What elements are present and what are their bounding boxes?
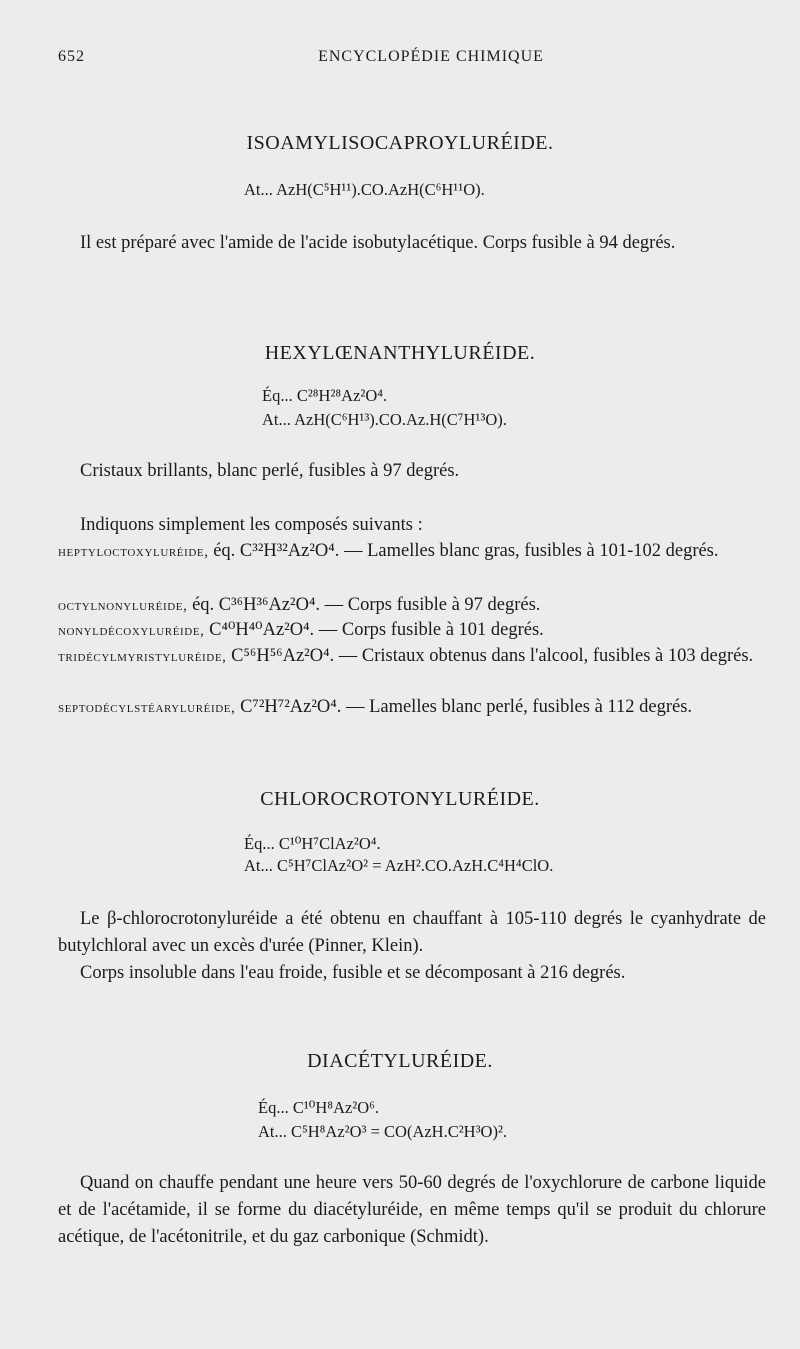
page-header bbox=[58, 48, 764, 72]
section-title: DIACÉTYLURÉIDE. bbox=[307, 1050, 493, 1072]
section-title: CHLOROCROTONYLURÉIDE. bbox=[260, 788, 540, 810]
compound-text: C⁴⁰H⁴⁰Az²O⁴. — Corps fusible à 101 degrés. bbox=[209, 620, 544, 640]
running-title: ENCYCLOPÉDIE CHIMIQUE bbox=[318, 48, 544, 65]
compound-name: tridécylmyristyluréide, bbox=[58, 649, 227, 665]
formula-line: Éq... C¹⁰H⁷ClAz²O⁴. bbox=[244, 834, 381, 853]
compound-text: C⁵⁶H⁵⁶Az²O⁴. — Cristaux obtenus dans l'alcool, fusibles à 103 degrés. bbox=[231, 646, 754, 666]
formula-line: At... C⁵H⁷ClAz²O² = AzH².CO.AzH.C⁴H⁴ClO. bbox=[244, 856, 554, 875]
formula-line: At... AzH(C⁶H¹³).CO.Az.H(C⁷H¹³O). bbox=[262, 410, 507, 429]
compound-name: octylnonyluréide, bbox=[58, 598, 188, 614]
section-title: HEXYLŒNANTHYLURÉIDE. bbox=[264, 342, 536, 364]
formula-line: At... C⁵H⁸Az²O³ = CO(AzH.C²H³O)². bbox=[258, 1122, 508, 1141]
page-number: 652 bbox=[58, 48, 85, 65]
paragraph: Le β-chlorocrotonyluréide a été obtenu en chauffant à 105-110 degrés le cyanhydrate de butylchloral avec un excès d'urée (Pinner, Klein). bbox=[58, 909, 766, 956]
list-item bbox=[58, 538, 766, 566]
compound-text: C⁷²H⁷²Az²O⁴. — Lamelles blanc perlé, fusibles à 112 degrés. bbox=[240, 697, 693, 717]
paragraph: Quand on chauffe pendant une heure vers 50-60 degrés de l'oxychlorure de carbone liquide et de l'acétamide, il se forme du diacétyluréide, en même temps qu'il se produit du chlorure acétique, de l'acétonitrile, et du gaz carbonique (Schmidt). bbox=[58, 1173, 766, 1247]
list-item bbox=[58, 592, 766, 620]
paragraph: Corps insoluble dans l'eau froide, fusible et se décomposant à 216 degrés. bbox=[80, 963, 626, 983]
section-title: ISOAMYLISOCAPROYLURÉIDE. bbox=[246, 132, 554, 154]
list-intro: Indiquons simplement les composés suivants : bbox=[80, 515, 423, 535]
compound-text: éq. C³⁶H³⁶Az²O⁴. — Corps fusible à 97 degrés. bbox=[192, 595, 541, 615]
formula-line: At... AzH(C⁵H¹¹).CO.AzH(C⁶H¹¹O). bbox=[244, 180, 485, 199]
compound-name: nonyldécoxyluréide, bbox=[58, 623, 205, 639]
paragraph: Cristaux brillants, blanc perlé, fusibles à 97 degrés. bbox=[80, 461, 460, 481]
compound-name: septodécylstéaryluréide, bbox=[58, 700, 236, 716]
formula-line: Éq... C²⁸H²⁸Az²O⁴. bbox=[262, 386, 388, 405]
list-item bbox=[58, 694, 766, 722]
compound-text: éq. C³²H³²Az²O⁴. — Lamelles blanc gras, fusibles à 101-102 degrés. bbox=[213, 541, 719, 561]
list-item bbox=[58, 617, 766, 645]
paragraph: Il est préparé avec l'amide de l'acide isobutylacétique. Corps fusible à 94 degrés. bbox=[80, 233, 676, 253]
list-item bbox=[58, 643, 766, 671]
compound-name: heptyloctoxyluréide, bbox=[58, 544, 209, 560]
formula-line: Éq... C¹⁰H⁸Az²O⁶. bbox=[258, 1098, 380, 1117]
